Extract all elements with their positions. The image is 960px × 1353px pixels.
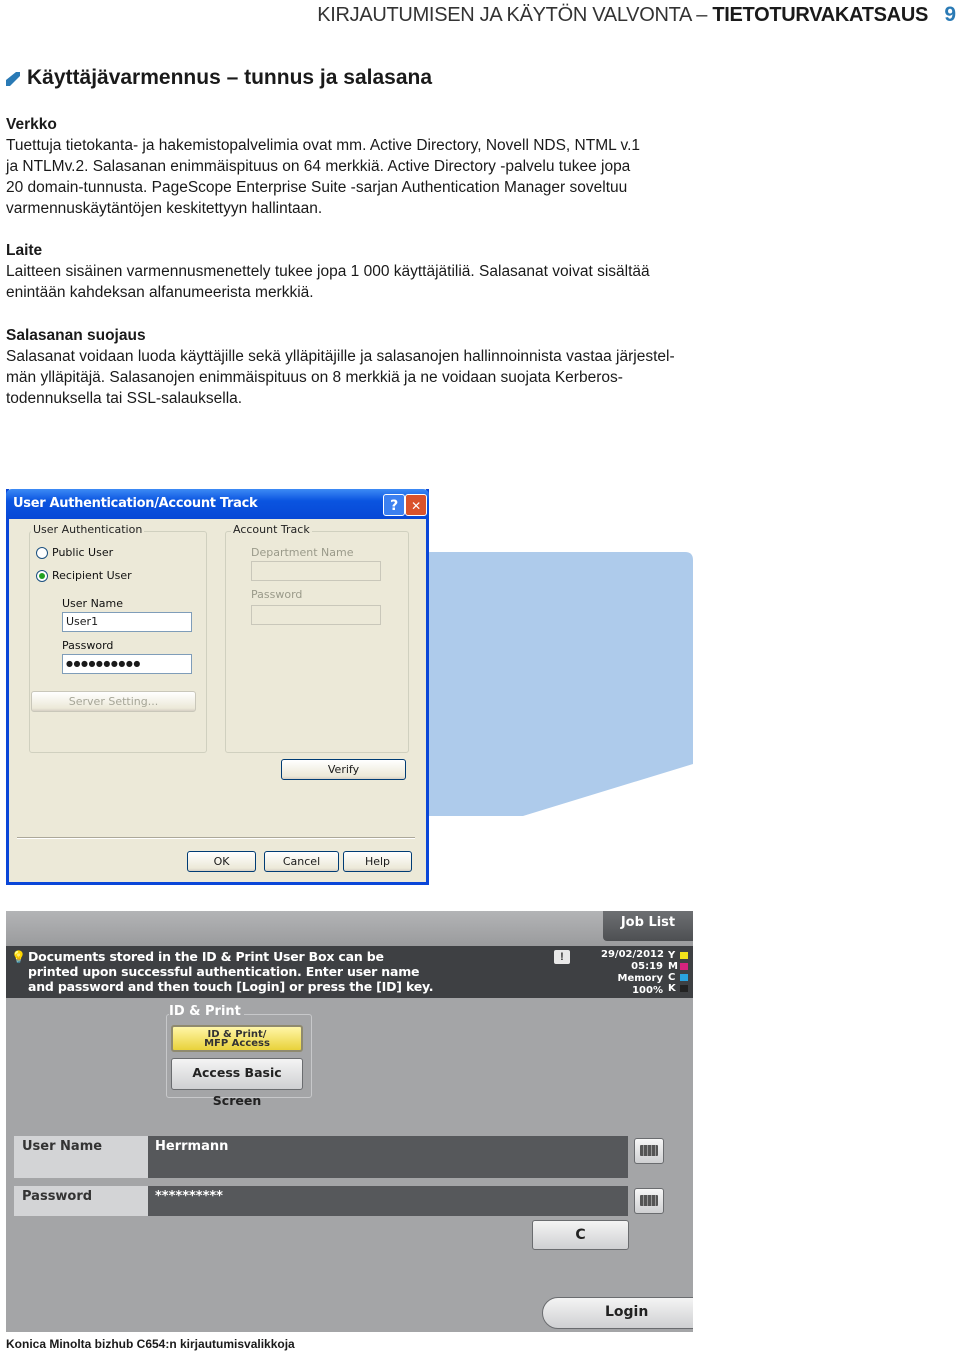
- paragraph-heading: Laite: [6, 242, 43, 259]
- department-name-label: Department Name: [251, 546, 354, 559]
- info-bulb-icon: 💡: [11, 950, 26, 964]
- user-name-label: User Name: [62, 597, 124, 610]
- paragraph-line: Laitteen sisäinen varmennusmenettely tukee jopa 1 000 käyttäjätiliä. Salasanat voivat sisältää: [6, 263, 650, 280]
- public-user-radio[interactable]: [36, 547, 48, 559]
- button-line: ID & Print/: [207, 1029, 267, 1040]
- public-user-label: Public User: [52, 546, 114, 559]
- paragraph-heading: Verkko: [6, 116, 57, 133]
- toner-k: K: [668, 983, 690, 994]
- login-button[interactable]: Login: [542, 1297, 693, 1329]
- status-info: [601, 949, 663, 997]
- user-auth-group: [29, 531, 207, 753]
- toner-m: M: [668, 961, 690, 972]
- toner-y-swatch: [680, 952, 688, 959]
- mfp-message-line: printed upon successful authentication. Enter user name: [28, 964, 420, 979]
- clear-button[interactable]: C: [532, 1220, 629, 1250]
- decorative-blue-panel: [415, 552, 693, 816]
- account-track-group-label: Account Track: [233, 523, 310, 536]
- time-readout: 05:19: [631, 961, 663, 972]
- ok-button[interactable]: OK: [187, 851, 256, 872]
- mfp-user-name-label: User Name: [14, 1136, 148, 1178]
- paragraph-line: 20 domain-tunnusta. PageScope Enterprise Suite -sarjan Authentication Manager soveltuu: [6, 179, 628, 196]
- dialog-title: User Authentication/Account Track: [13, 496, 258, 511]
- account-password-label: Password: [251, 588, 303, 601]
- help-button[interactable]: Help: [343, 851, 412, 872]
- mfp-password-label: Password: [14, 1186, 148, 1216]
- dialog-titlebar: [6, 489, 429, 519]
- paragraph-line: Tuettuja tietokanta- ja hakemistopalvelimia ovat mm. Active Directory, Novell NDS, NTML v.1: [6, 137, 640, 154]
- account-password-input[interactable]: [251, 605, 381, 625]
- mfp-message: [28, 949, 433, 994]
- mfp-message-line: and password and then touch [Login] or press the [ID] key.: [28, 979, 434, 994]
- cancel-button[interactable]: Cancel: [264, 851, 339, 872]
- close-icon: ✕: [411, 499, 421, 513]
- password-label: Password: [62, 639, 114, 652]
- id-print-label: ID & Print: [169, 1004, 244, 1019]
- running-header: [317, 4, 928, 27]
- dialog-divider: [17, 837, 415, 839]
- page-number: 9: [944, 3, 956, 26]
- keyboard-icon[interactable]: [634, 1188, 664, 1214]
- memory-label: Memory: [617, 973, 663, 984]
- toner-m-swatch: [680, 963, 688, 970]
- verify-button[interactable]: Verify: [281, 759, 406, 780]
- paragraph-line: män ylläpitäjä. Salasanojen enimmäispituus on 8 merkkiä ja ne voidaan suojata Kerberos-todennuksella tai SSL-salauksella.: [6, 369, 623, 407]
- paragraph-verkko: [6, 114, 696, 219]
- paragraph-line: varmennuskäytäntöjen keskitettyyn hallintaan.: [6, 200, 323, 217]
- section-marker-icon: [6, 72, 20, 86]
- figure-caption: Konica Minolta bizhub C654:n kirjautumisvalikkoja: [6, 1337, 295, 1351]
- toner-c-swatch: [680, 974, 688, 981]
- mfp-login-screenshot: [6, 911, 693, 1332]
- mfp-message-bar: [6, 946, 693, 998]
- job-list-button[interactable]: Job List: [603, 911, 693, 941]
- department-name-input[interactable]: [251, 561, 381, 581]
- paragraph-line: ja NTLMv.2. Salasanan enimmäispituus on 64 merkkiä. Active Directory -palvelu tukee jopa: [6, 158, 631, 175]
- warning-icon[interactable]: !: [554, 950, 570, 964]
- recipient-user-label: Recipient User: [52, 569, 132, 582]
- server-setting-button[interactable]: Server Setting...: [31, 691, 196, 712]
- button-line: MFP Access: [204, 1038, 270, 1049]
- recipient-user-radio[interactable]: [36, 570, 48, 582]
- header-title-regular: KIRJAUTUMISEN JA KÄYTÖN VALVONTA –: [317, 4, 708, 26]
- header-title-bold: TIETOTURVAKATSAUS: [712, 4, 928, 26]
- paragraph-salasanan-suojaus: [6, 325, 696, 409]
- help-title-button[interactable]: [383, 494, 405, 516]
- toner-c: C: [668, 972, 690, 983]
- keyboard-icon[interactable]: [634, 1138, 664, 1164]
- paragraph-line: Salasanat voidaan luoda käyttäjille sekä ylläpitäjille ja salasanojen hallinnoinnista vastaa järjestel-: [6, 348, 675, 365]
- auth-dialog-screenshot: [6, 489, 429, 885]
- mfp-top-bar: [6, 911, 693, 946]
- paragraph-laite: [6, 240, 696, 303]
- help-icon: ?: [390, 498, 398, 514]
- id-print-mfp-access-button[interactable]: [171, 1025, 303, 1052]
- toner-levels: [668, 950, 690, 994]
- mfp-message-line: Documents stored in the ID & Print User Box can be: [28, 949, 384, 964]
- memory-value: 100%: [632, 985, 663, 996]
- paragraph-line: enintään kahdeksan alfanumeerista merkkiä.: [6, 284, 314, 301]
- date-readout: 29/02/2012: [601, 949, 664, 960]
- mfp-password-field[interactable]: **********: [148, 1186, 628, 1216]
- password-input[interactable]: ●●●●●●●●●●: [62, 654, 192, 674]
- toner-y: Y: [668, 950, 690, 961]
- close-title-button[interactable]: [405, 494, 427, 516]
- section-title: Käyttäjävarmennus – tunnus ja salasana: [27, 66, 432, 89]
- user-name-input[interactable]: User1: [62, 612, 192, 632]
- access-basic-screen-button[interactable]: Access Basic Screen: [171, 1058, 303, 1090]
- paragraph-heading: Salasanan suojaus: [6, 327, 146, 344]
- toner-k-swatch: [680, 985, 688, 992]
- mfp-user-name-field[interactable]: Herrmann: [148, 1136, 628, 1178]
- user-auth-group-label: User Authentication: [33, 523, 143, 536]
